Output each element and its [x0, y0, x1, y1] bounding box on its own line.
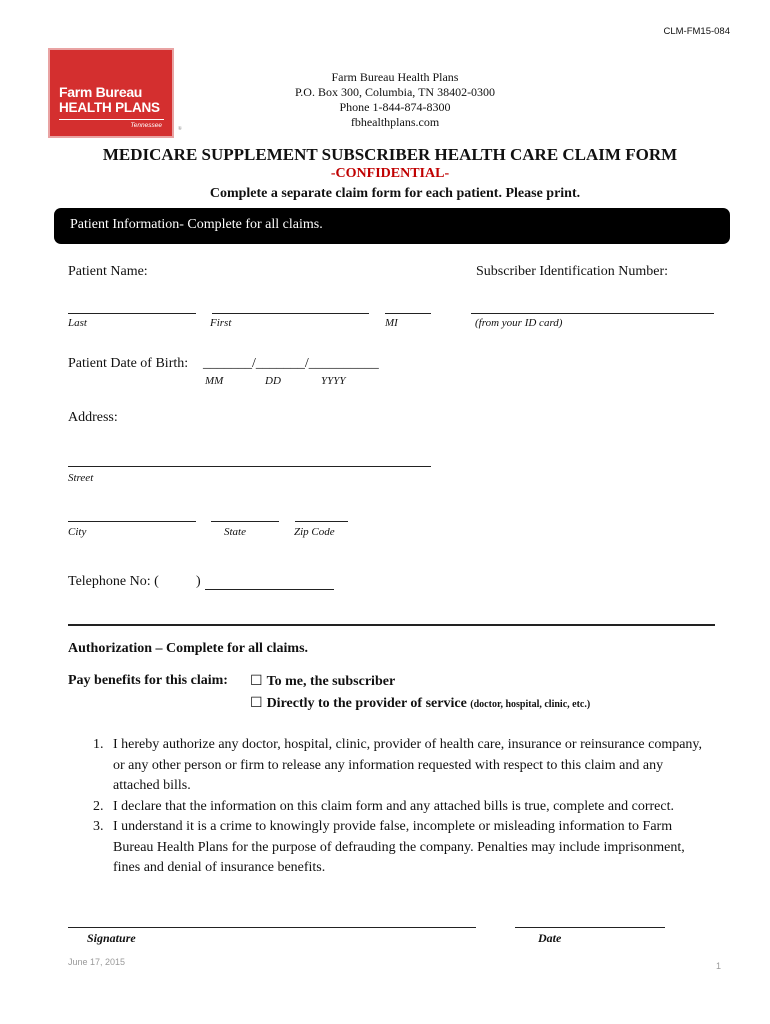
registered-mark: ® — [178, 127, 182, 132]
first-name-caption: First — [210, 317, 232, 329]
signature-field[interactable] — [68, 927, 476, 928]
dob-field[interactable]: _______/_______/__________ — [203, 356, 379, 371]
authorization-header: Authorization – Complete for all claims. — [68, 641, 309, 656]
telephone-label: Telephone No: ( — [68, 574, 159, 589]
street-caption: Street — [68, 472, 94, 484]
state-caption: State — [224, 526, 246, 538]
dob-year-caption: YYYY — [321, 375, 346, 387]
patient-section-header-text: Patient Information- Complete for all claims. — [70, 217, 323, 232]
telephone-field[interactable] — [205, 589, 334, 590]
company-po-box: P.O. Box 300, Columbia, TN 38402-0300 — [294, 85, 496, 99]
patient-section-header — [54, 208, 730, 244]
checkbox-icon[interactable]: ☐ — [250, 674, 263, 689]
pay-to-subscriber-option[interactable] — [250, 673, 395, 690]
term-item: 1. I hereby authorize any doctor, hospital, clinic, provider of health care, insurance or reinsurance company, or any other person or firm to release any information requested with respect to this claim and any attached bills. — [93, 737, 703, 793]
city-field[interactable] — [68, 521, 196, 522]
dob-day-caption: DD — [265, 375, 281, 387]
form-code: CLM-FM15-084 — [663, 26, 730, 37]
company-name: Farm Bureau Health Plans — [331, 70, 459, 84]
dob-month-caption: MM — [205, 375, 224, 387]
id-card-caption: (from your ID card) — [475, 317, 563, 329]
middle-initial-caption: MI — [385, 317, 398, 329]
confidential-label: -CONFIDENTIAL- — [330, 166, 450, 181]
form-instruction: Complete a separate claim form for each patient. Please print. — [209, 186, 581, 201]
section-divider — [68, 624, 715, 626]
term-item: 2. I declare that the information on this claim form and any attached bills is true, complete and correct. — [93, 798, 674, 814]
logo-line-2: HEALTH PLANS — [59, 100, 160, 115]
pay-to-subscriber-label: To me, the subscriber — [266, 674, 396, 689]
pay-to-provider-label: Directly to the provider of service — [266, 696, 467, 711]
dob-label: Patient Date of Birth: — [68, 356, 189, 371]
pay-to-provider-option[interactable] — [250, 695, 590, 712]
company-website: fbhealthplans.com — [350, 115, 440, 129]
subscriber-id-field[interactable] — [471, 313, 714, 314]
date-caption: Date — [538, 931, 562, 945]
telephone-close-paren: ) — [196, 574, 201, 589]
last-name-caption: Last — [68, 317, 87, 329]
date-field[interactable] — [515, 927, 665, 928]
signature-caption: Signature — [87, 931, 136, 945]
term-item: 3. I understand it is a crime to knowingly provide false, incomplete or misleading information to Farm Bureau Health Plans for the purpose of defrauding the company. Penalties may include imprisonment, fines and denial of insurance benefits. — [93, 819, 685, 875]
authorization-terms — [68, 735, 708, 879]
pay-benefits-label: Pay benefits for this claim: — [68, 673, 228, 688]
subscriber-id-label: Subscriber Identification Number: — [476, 264, 669, 279]
street-field[interactable] — [68, 466, 431, 467]
zip-field[interactable] — [295, 521, 348, 522]
company-phone: Phone 1-844-874-8300 — [339, 100, 451, 114]
pay-to-provider-note: (doctor, hospital, clinic, etc.) — [470, 699, 591, 710]
last-name-field[interactable] — [68, 313, 196, 314]
patient-name-label: Patient Name: — [68, 264, 148, 279]
form-title: MEDICARE SUPPLEMENT SUBSCRIBER HEALTH CARE CLAIM FORM — [102, 145, 678, 164]
logo-rule — [59, 119, 164, 120]
address-label: Address: — [68, 410, 118, 425]
checkbox-icon[interactable]: ☐ — [250, 696, 263, 711]
footer-date: June 17, 2015 — [68, 957, 126, 967]
zip-caption: Zip Code — [294, 526, 335, 538]
logo-line-1: Farm Bureau — [59, 84, 143, 100]
farm-bureau-logo — [48, 48, 174, 138]
city-caption: City — [68, 526, 87, 538]
logo-line-3: Tennessee — [130, 122, 162, 129]
middle-initial-field[interactable] — [385, 313, 431, 314]
first-name-field[interactable] — [212, 313, 369, 314]
state-field[interactable] — [211, 521, 279, 522]
page-number: 1 — [716, 961, 722, 971]
